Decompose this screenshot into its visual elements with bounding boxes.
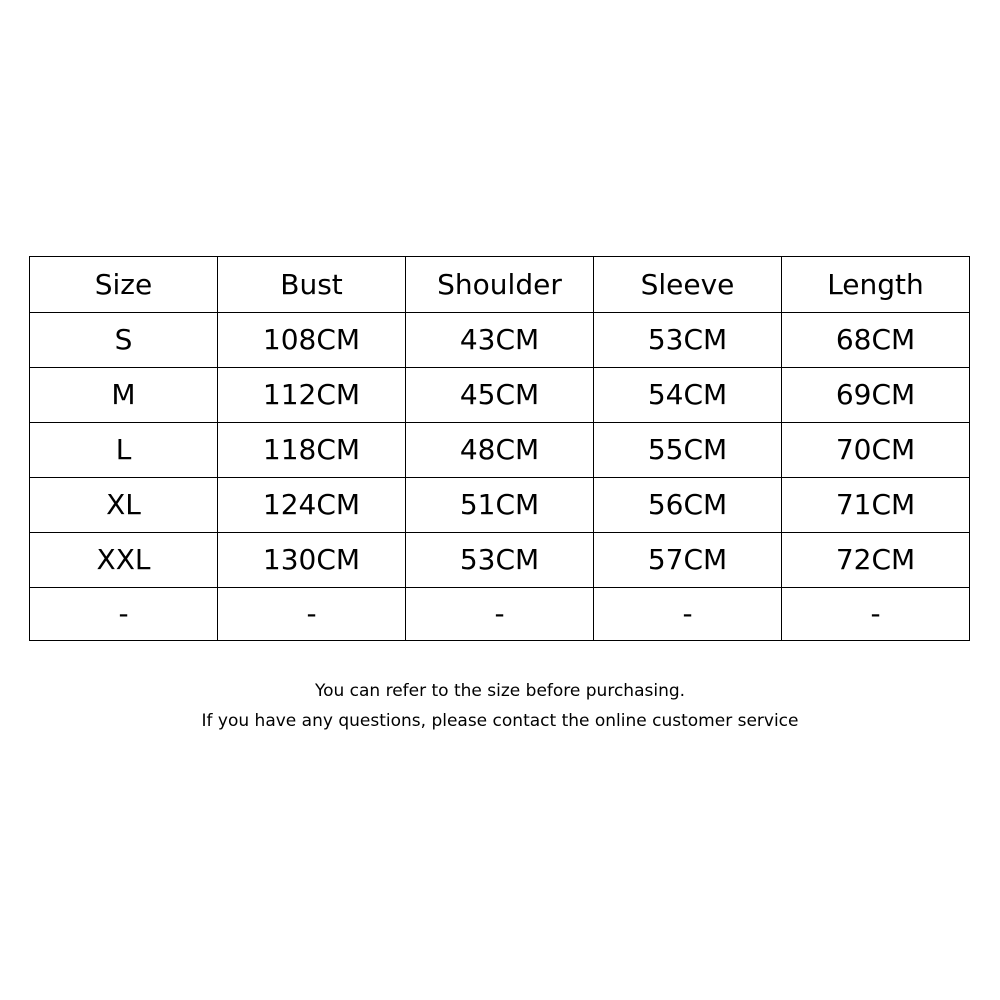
table-row bbox=[30, 478, 970, 533]
cell-bust: - bbox=[218, 588, 406, 641]
table-row bbox=[30, 423, 970, 478]
cell-size: L bbox=[30, 423, 218, 478]
cell-shoulder: 45CM bbox=[406, 368, 594, 423]
cell-bust: 108CM bbox=[218, 313, 406, 368]
cell-bust: 130CM bbox=[218, 533, 406, 588]
size-chart-body bbox=[30, 313, 970, 641]
column-header-size: Size bbox=[30, 257, 218, 313]
cell-length: 69CM bbox=[782, 368, 970, 423]
cell-sleeve: 57CM bbox=[594, 533, 782, 588]
cell-length: 68CM bbox=[782, 313, 970, 368]
cell-bust: 124CM bbox=[218, 478, 406, 533]
cell-bust: 112CM bbox=[218, 368, 406, 423]
table-row bbox=[30, 588, 970, 641]
size-chart-table bbox=[29, 256, 970, 641]
cell-size: XL bbox=[30, 478, 218, 533]
cell-shoulder: 48CM bbox=[406, 423, 594, 478]
size-notes bbox=[0, 676, 1000, 736]
note-contact-service: If you have any questions, please contact the online customer service bbox=[201, 711, 799, 731]
table-row bbox=[30, 368, 970, 423]
table-row bbox=[30, 313, 970, 368]
cell-size: M bbox=[30, 368, 218, 423]
cell-shoulder: 53CM bbox=[406, 533, 594, 588]
note-refer-size: You can refer to the size before purchasing. bbox=[314, 681, 686, 701]
cell-length: - bbox=[782, 588, 970, 641]
header-row bbox=[30, 257, 970, 313]
cell-sleeve: 56CM bbox=[594, 478, 782, 533]
cell-shoulder: - bbox=[406, 588, 594, 641]
size-chart-header bbox=[30, 257, 970, 313]
cell-shoulder: 43CM bbox=[406, 313, 594, 368]
column-header-bust: Bust bbox=[218, 257, 406, 313]
cell-length: 70CM bbox=[782, 423, 970, 478]
cell-size: XXL bbox=[30, 533, 218, 588]
cell-sleeve: - bbox=[594, 588, 782, 641]
cell-bust: 118CM bbox=[218, 423, 406, 478]
cell-shoulder: 51CM bbox=[406, 478, 594, 533]
cell-sleeve: 53CM bbox=[594, 313, 782, 368]
cell-size: - bbox=[30, 588, 218, 641]
column-header-length: Length bbox=[782, 257, 970, 313]
cell-size: S bbox=[30, 313, 218, 368]
cell-sleeve: 54CM bbox=[594, 368, 782, 423]
cell-length: 71CM bbox=[782, 478, 970, 533]
cell-length: 72CM bbox=[782, 533, 970, 588]
table-row bbox=[30, 533, 970, 588]
column-header-sleeve: Sleeve bbox=[594, 257, 782, 313]
cell-sleeve: 55CM bbox=[594, 423, 782, 478]
column-header-shoulder: Shoulder bbox=[406, 257, 594, 313]
